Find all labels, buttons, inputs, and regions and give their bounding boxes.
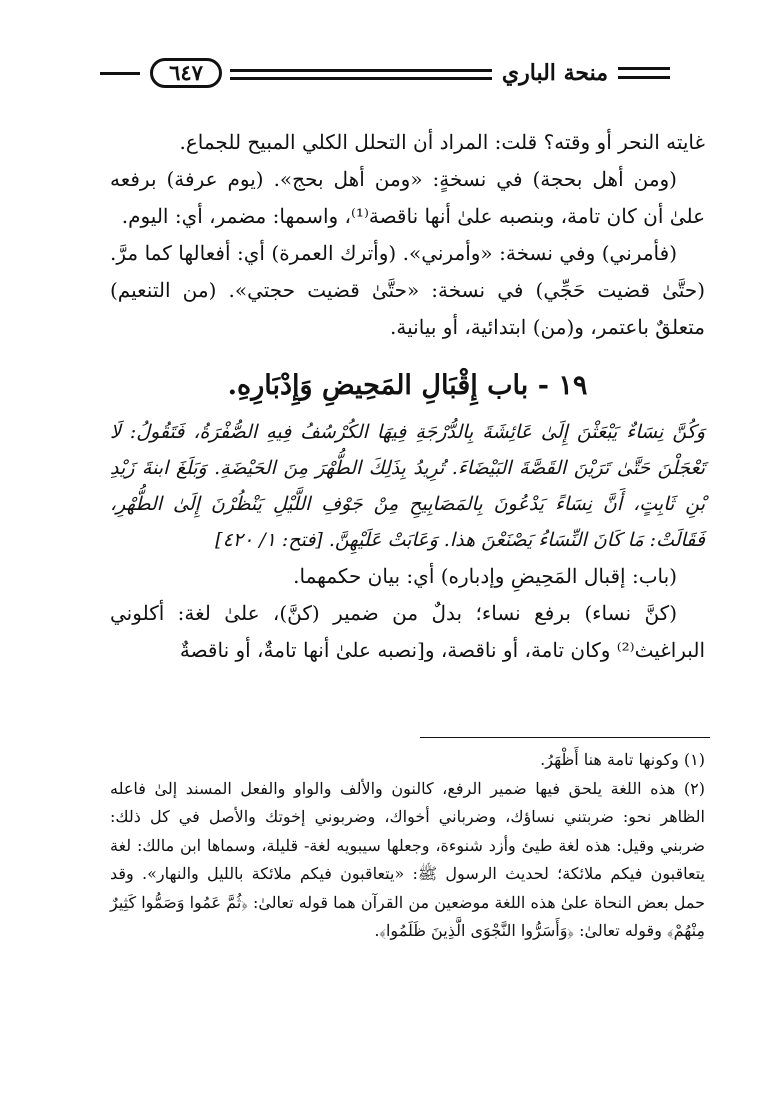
page-header <box>100 55 670 99</box>
main-text <box>110 124 705 669</box>
footnote-2: (٢) هذه اللغة يلحق فيها ضمير الرفع، كالنون والألف والواو والفعل المسند إلىٰ فاعله الظاهر نحو: ضربتني نساؤك، وضرباني أخواك، وضربوني إخوتك والأصل في كل ذلك: ضربني وقيل: هذه لغة طيئ وأزد شنوءة، وجعلها سيبويه لغة- قليلة، وسماها ابن مالك: لغة يتعاقبون فيكم ملائكة؛ لحديث الرسول ﷺ: «يتعاقبون فيكم ملائكة بالليل والنهار». وقد حمل بعض النحاة علىٰ هذه اللغة موضعين من القرآن هما قوله تعالىٰ: ﴿ثُمَّ عَمُوا وَصَمُّوا كَثِيرٌ مِنْهُمْ﴾ وقوله تعالىٰ: ﴿وَأَسَرُّوا النَّجْوَى الَّذِينَ ظَلَمُوا﴾. <box>110 778 705 940</box>
footnote-1: (١) وكونها تامة هنا أَظْهَرُ. <box>540 750 705 769</box>
footnotes <box>110 746 705 946</box>
paragraph-4: (باب: إقبال المَحِيضِ وإدباره) أي: بيان حكمهما. <box>293 564 677 588</box>
chapter-heading: ١٩ - باب إِقْبَالِ المَحِيضِ وَإِدْبَارِهِ. <box>227 370 588 401</box>
page-number-frame <box>140 58 230 90</box>
hadith-quote: وَكُنَّ نِسَاءٌ يَبْعَثْنَ إِلَىٰ عَائِشَةَ بِالدُّرْجَةِ فِيهَا الكُرْسُفُ فِيهِ الصُّفْرَةُ، فَتَقُولُ: لَا تَعْجَلْنَ حَتَّىٰ تَرَيْنَ القَصَّةَ البَيْضَاءَ. تُرِيدُ بِذَلِكَ الطُّهْرَ مِنَ الحَيْضَةِ. وَبَلَغَ ابنةَ زَيْدِ بْنِ ثَابِتٍ، أَنَّ نِسَاءً يَدْعُونَ بِالمَصَابِيحِ مِنْ جَوْفِ اللَّيْلِ يَنْظُرْنَ إِلَىٰ الطُّهْرِ، فَقَالَتْ: مَا كَانَ النِّسَاءُ يَصْنَعْنَ هذا. وَعَابَتْ عَلَيْهِنَّ. [فتح: ١/ ٤٢٠] <box>110 421 705 551</box>
running-title <box>492 55 670 91</box>
paragraph-3: (فأمرني) وفي نسخة: «وأمرني». (وأترك العمرة) أي: أفعالها كما مرَّ. (حتَّىٰ قضيت حَجِّي) في نسخة: «حتَّىٰ قضيت حجتي». (من التنعيم) متعلقٌ باعتمر، و(من) ابتدائية، أو بيانية. <box>110 241 705 339</box>
paragraph-1: غايته النحر أو وقته؟ قلت: المراد أن التحلل الكلي المبيح للجماع. <box>179 130 705 154</box>
page-number: ٦٤٧ <box>150 58 222 88</box>
title-ornament <box>618 67 670 79</box>
footnote-separator <box>420 737 710 738</box>
running-title-text: منحة الباري <box>501 60 608 86</box>
paragraph-2: (ومن أهل بحجة) في نسخةٍ: «ومن أهل بحج». (يوم عرفة) برفعه علىٰ أن كان تامة، وبنصبه علىٰ أنها ناقصة⁽¹⁾، واسمها: مضمر، أي: اليوم. <box>110 167 705 228</box>
paragraph-5: (كنَّ نساء) برفع نساء؛ بدلٌ من ضمير (كنَّ)، علىٰ لغة: أكلوني البراغيث⁽²⁾ وكان تامة، أو ناقصة، و[نصبه علىٰ أنها تامةٌ، أو ناقصةٌ <box>110 601 705 662</box>
